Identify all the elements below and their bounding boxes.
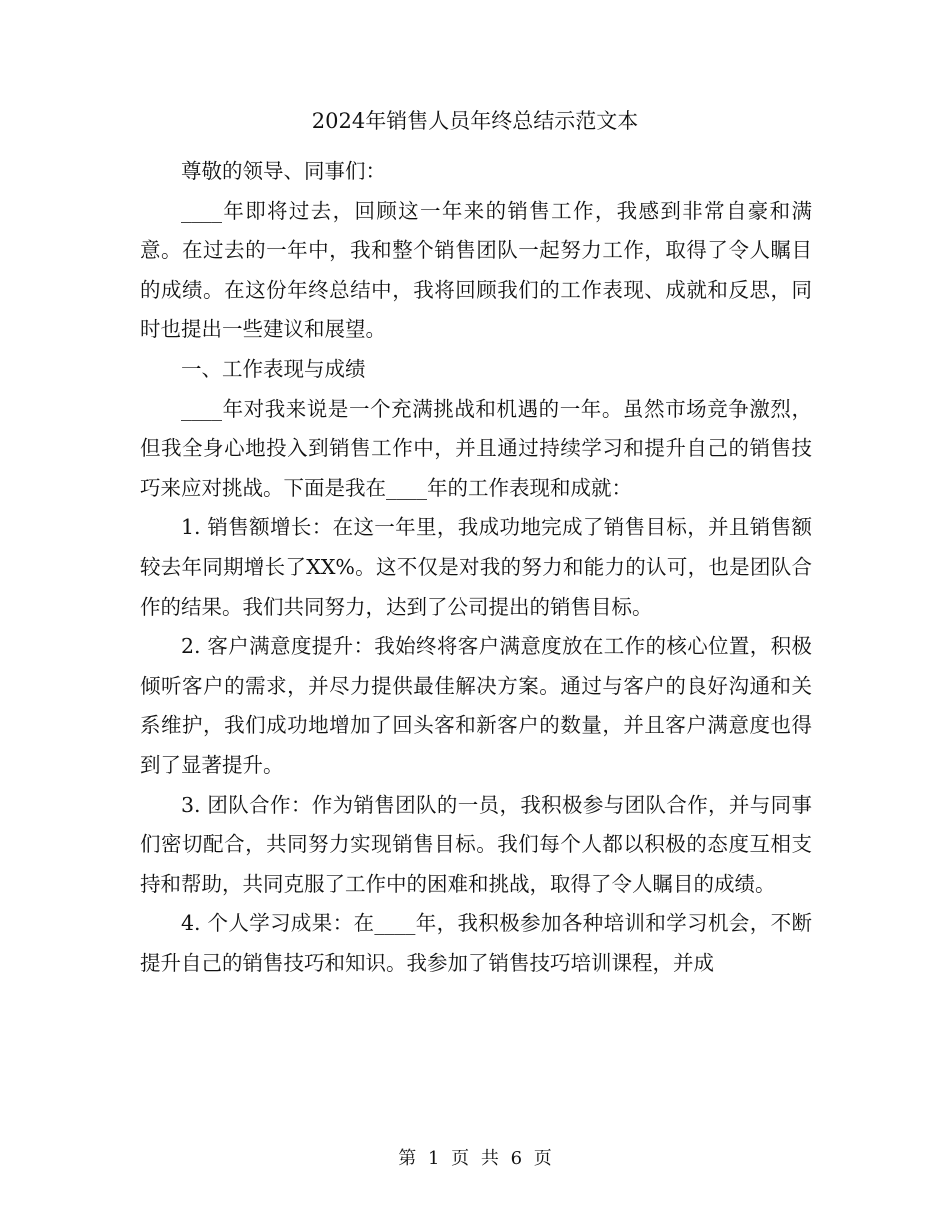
- list-item-personal-learning: 4. 个人学习成果：在____年，我积极参加各种培训和学习机会，不断提升自己的销售技巧和知识。我参加了销售技巧培训课程，并成: [140, 911, 812, 975]
- page-footer: 第 1 页 共 6 页: [398, 1148, 552, 1169]
- document-body: [140, 152, 812, 983]
- intro-paragraph: ____年即将过去，回顾这一年来的销售工作，我感到非常自豪和满意。在过去的一年中，我和整个销售团队一起努力工作，取得了令人瞩目的成绩。在这份年终总结中，我将回顾我们的工作表现、成就和反思，同时也提出一些建议和展望。: [140, 198, 812, 342]
- section-heading: 一、工作表现与成绩: [181, 356, 366, 381]
- document-title: 2024年销售人员年终总结示范文本: [311, 109, 639, 133]
- section-intro-paragraph: ____年对我来说是一个充满挑战和机遇的一年。虽然市场竞争激烈，但我全身心地投入到销售工作中，并且通过持续学习和提升自己的销售技巧来应对挑战。下面是我在____年的工作表现和成就：: [140, 396, 812, 500]
- list-item-customer-satisfaction: 2. 客户满意度提升：我始终将客户满意度放在工作的核心位置，积极倾听客户的需求，并尽力提供最佳解决方案。通过与客户的良好沟通和关系维护，我们成功地增加了回头客和新客户的数量，并且客户满意度也得到了显著提升。: [140, 634, 812, 777]
- list-item-teamwork: 3. 团队合作：作为销售团队的一员，我积极参与团队合作，并与同事们密切配合，共同努力实现销售目标。我们每个人都以积极的态度互相支持和帮助，共同克服了工作中的困难和挑战，取得了令人瞩目的成绩。: [140, 792, 812, 896]
- list-item-sales-growth: 1. 销售额增长：在这一年里，我成功地完成了销售目标，并且销售额较去年同期增长了XX%。这不仅是对我的努力和能力的认可，也是团队合作的结果。我们共同努力，达到了公司提出的销售目标。: [140, 515, 812, 619]
- greeting-paragraph: 尊敬的领导、同事们：: [181, 159, 386, 183]
